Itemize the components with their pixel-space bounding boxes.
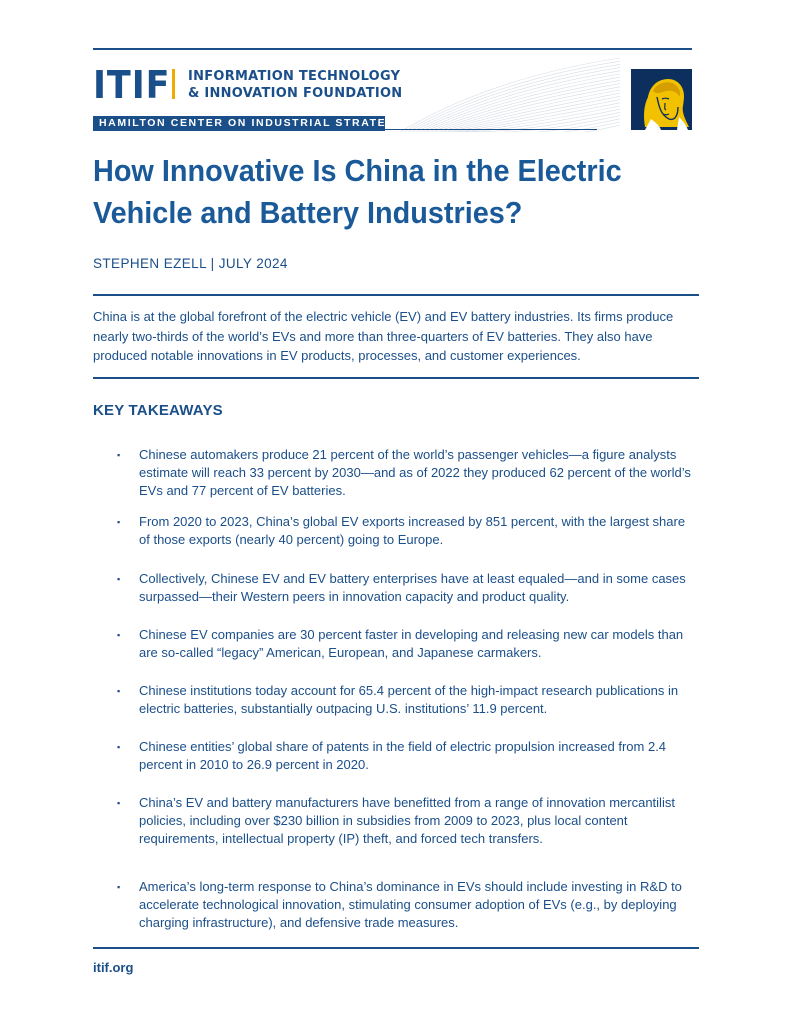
key-takeaways-heading: KEY TAKEAWAYS bbox=[93, 402, 223, 419]
summary-top-rule bbox=[93, 294, 699, 296]
author-date-byline: STEPHEN EZELL | JULY 2024 bbox=[93, 256, 288, 271]
summary-paragraph: China is at the global forefront of the electric vehicle (EV) and EV battery industries. Its firms produce nearly two-thirds of the world’s EVs and more than three-quarters of EV batteries. They also have produced notable innovations in EV products, processes, and customer experiences. bbox=[93, 309, 674, 363]
takeaway-text: From 2020 to 2023, China’s global EV exports increased by 851 percent, with the largest share of those exports (nearly 40 percent) going to Europe. bbox=[139, 514, 686, 547]
bullet-icon: ▪ bbox=[117, 882, 121, 892]
bullet-icon: ▪ bbox=[117, 798, 121, 808]
takeaway-text: America’s long-term response to China’s dominance in EVs should include investing in R&D to accelerate technological innovation, stimulating consumer adoption of EVs (e.g., by deploying charging infrastructure), and defensive trade measures. bbox=[139, 879, 682, 930]
hatch-line bbox=[444, 93, 620, 132]
decorative-hatch-lines bbox=[380, 52, 620, 132]
footer-rule bbox=[93, 947, 699, 949]
takeaway-text: Chinese entities’ global share of patents in the field of electric propulsion increased from 2.4 percent in 2010 to 26.9 percent in 2020. bbox=[139, 739, 667, 772]
footer-url: itif.org bbox=[93, 960, 134, 975]
takeaway-text: Chinese EV companies are 30 percent faster in developing and releasing new car models than are so-called “legacy” American, European, and Japanese carmakers. bbox=[139, 627, 684, 660]
report-title: How Innovative Is China in the Electric Vehicle and Battery Industries? bbox=[93, 153, 622, 230]
takeaway-text: China’s EV and battery manufacturers have benefitted from a range of innovation mercantilist policies, including over $230 billion in subsidies from 2009 to 2023, plus local content requirements, intellectual property (IP) theft, and forced tech transfers. bbox=[139, 795, 675, 846]
center-name-underline bbox=[385, 129, 597, 130]
itif-logo: ITIF bbox=[93, 63, 171, 107]
takeaway-text: Collectively, Chinese EV and EV battery enterprises have at least equaled—and in some cases surpassed—their Western peers in innovation capacity and product quality. bbox=[139, 571, 686, 604]
hamilton-portrait-icon bbox=[631, 69, 692, 130]
organization-name bbox=[188, 68, 402, 102]
bullet-icon: ▪ bbox=[117, 517, 121, 527]
org-name-line1: INFORMATION TECHNOLOGY bbox=[188, 68, 401, 84]
takeaway-text: Chinese institutions today account for 65.4 percent of the high-impact research publications in electric batteries, substantially outpacing U.S. institutions’ 11.9 percent. bbox=[139, 683, 679, 716]
summary-bottom-rule bbox=[93, 377, 699, 379]
bullet-icon: ▪ bbox=[117, 686, 121, 696]
bullet-icon: ▪ bbox=[117, 742, 121, 752]
takeaway-text: Chinese automakers produce 21 percent of the world’s passenger vehicles—a figure analysts estimate will reach 33 percent by 2030—and as of 2022 they produced 62 percent of the world’s EVs and 77 percent of EV batteries. bbox=[139, 447, 691, 498]
header-rule bbox=[93, 48, 692, 50]
center-name-banner: HAMILTON CENTER ON INDUSTRIAL STRATEGY bbox=[93, 116, 385, 131]
logo-separator bbox=[172, 69, 175, 99]
hatch-line bbox=[404, 61, 620, 132]
bullet-icon: ▪ bbox=[117, 574, 121, 584]
bullet-icon: ▪ bbox=[117, 450, 121, 460]
org-name-line2: & INNOVATION FOUNDATION bbox=[188, 85, 403, 101]
bullet-icon: ▪ bbox=[117, 630, 121, 640]
